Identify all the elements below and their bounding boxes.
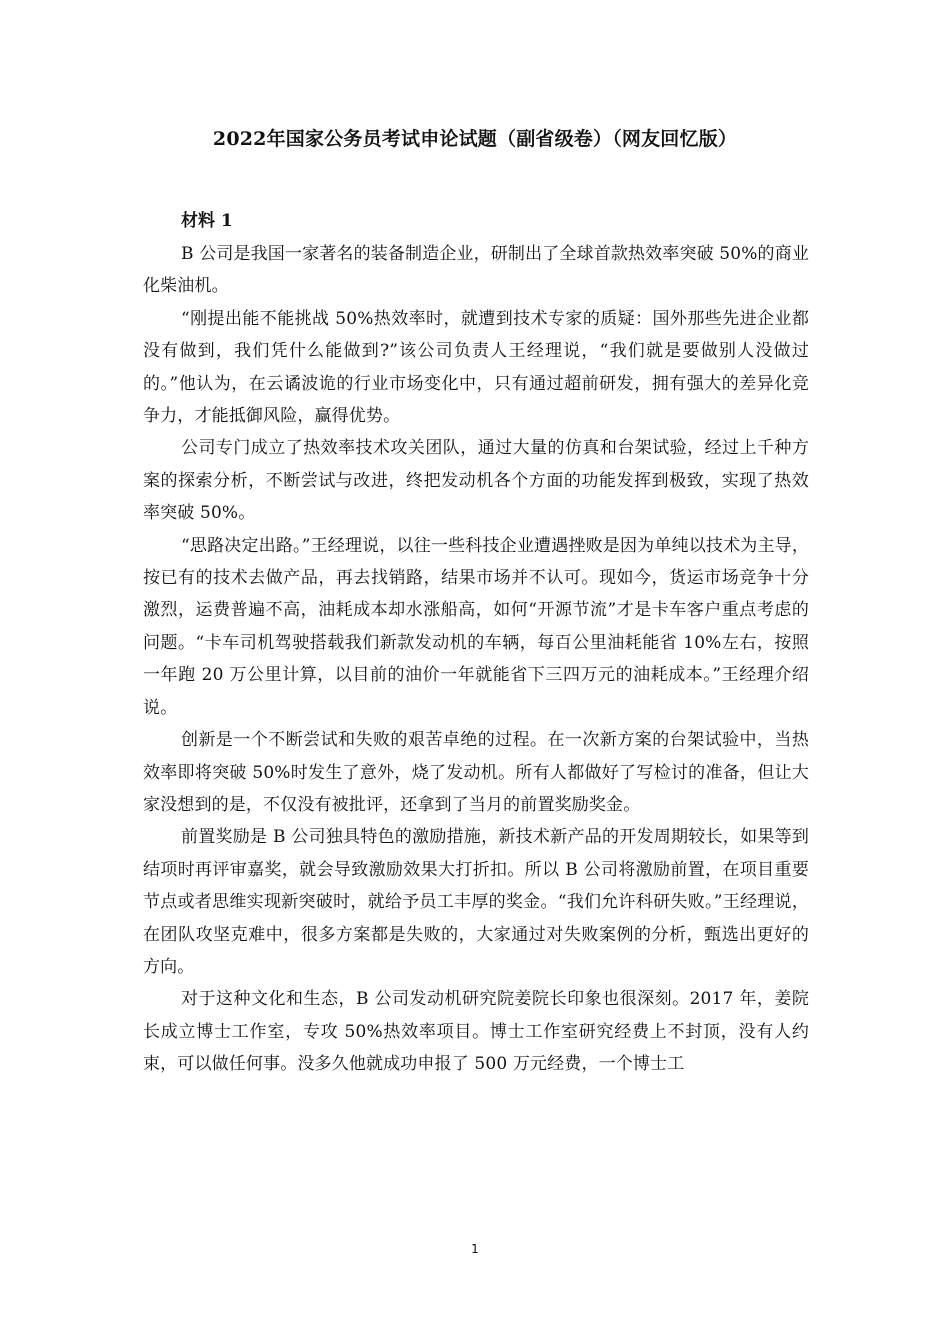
paragraph-6: 前置奖励是 B 公司独具特色的激励措施，新技术新产品的开发周期较长，如果等到结项时再评审嘉奖，就会导致激励效果大打折扣。所以 B 公司将激励前置，在项目重要节点或者思维实现新突破时，就给予员工丰厚的奖金。“我们允许科研失败。”王经理说，在团队攻坚克难中，很多方案都是失败的，大家通过对失败案例的分析，甄选出更好的方向。 [143,827,809,977]
section-heading: 材料 1 [181,211,233,231]
paragraph-5: 创新是一个不断尝试和失败的艰苦卓绝的过程。在一次新方案的台架试验中，当热效率即将突破 50%时发生了意外，烧了发动机。所有人都做好了写检讨的准备，但让大家没想到的是，不仅没有被批评，还拿到了当月的前置奖励奖金。 [143,730,809,815]
paragraph-3: 公司专门成立了热效率技术攻关团队，通过大量的仿真和台架试验，经过上千种方案的探索分析，不断尝试与改进，终把发动机各个方面的功能发挥到极致，实现了热效率突破 50%。 [143,438,809,524]
page-number: 1 [471,1242,479,1256]
paragraph-7: 对于这种文化和生态，B 公司发动机研究院姜院长印象也很深刻。2017 年，姜院长成立博士工作室，专攻 50%热效率项目。博士工作室研究经费上不封顶，没有人约束，可以做任何事。没多久他就成功申报了 500 万元经费，一个博士工 [143,989,809,1075]
document-title: 2022年国家公务员考试申论试题（副省级卷）（网友回忆版） [212,128,738,150]
document-body [143,206,809,1081]
paragraph-1: B 公司是我国一家著名的装备制造企业，研制出了全球首款热效率突破 50%的商业化柴油机。 [143,244,809,297]
paragraph-2: “刚提出能不能挑战 50%热效率时，就遭到技术专家的质疑：国外那些先进企业都没有做到，我们凭什么能做到?”该公司负责人王经理说，“我们就是要做别人没做过的。”他认为，在云谲波诡的行业市场变化中，只有通过超前研发，拥有强大的差异化竞争力，才能抵御风险，赢得优势。 [143,308,809,427]
paragraph-4: “思路决定出路。”王经理说，以往一些科技企业遭遇挫败是因为单纯以技术为主导，按已有的技术去做产品，再去找销路，结果市场并不认可。现如今，货运市场竞争十分激烈，运费普遍不高，油耗成本却水涨船高，如何“开源节流”才是卡车客户重点考虑的问题。“卡车司机驾驶搭载我们新款发动机的车辆，每百公里油耗能省 10%左右，按照一年跑 20 万公里计算，以目前的油价一年就能省下三四万元的油耗成本。”王经理介绍说。 [143,535,809,718]
